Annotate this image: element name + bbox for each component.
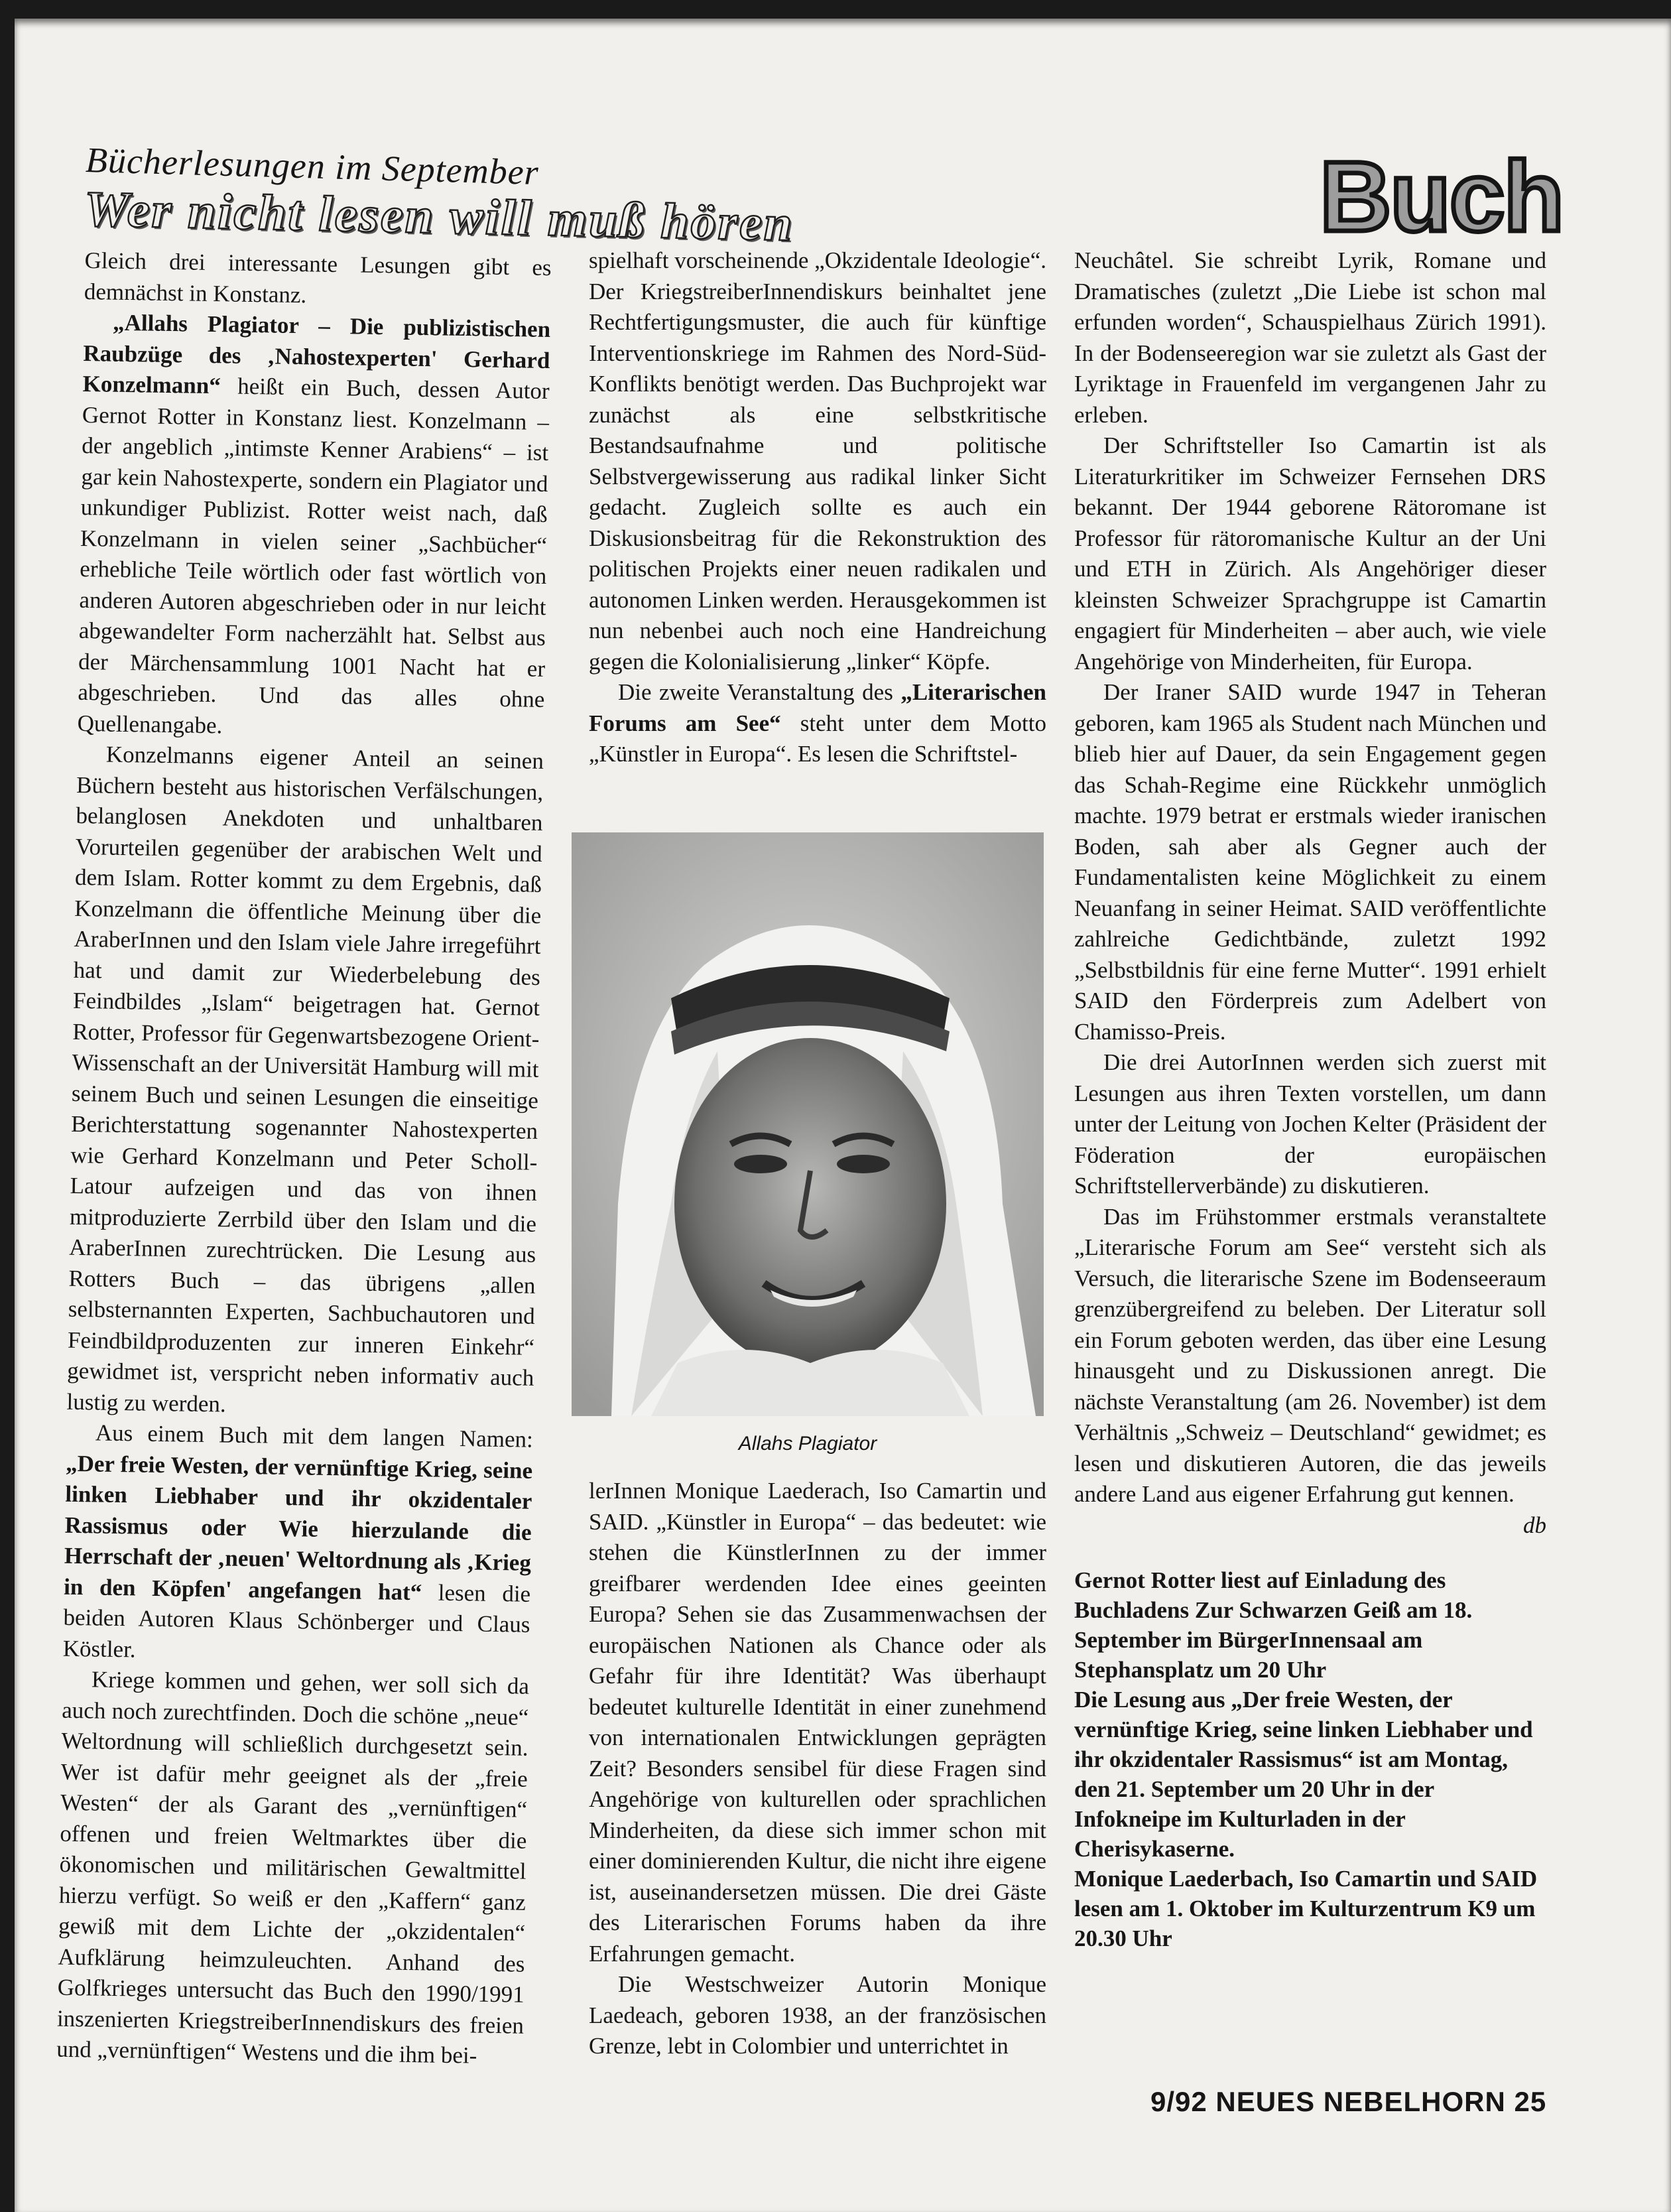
section-label: Buch [1320,141,1563,252]
paragraph: Gleich drei interessante Lesungen gibt es demnächst in Konstanz. [84,247,552,308]
event-info-item: Monique Laederbach, Iso Camartin und SAID lesen am 1. Oktober im Kulturzentrum K9 um 20.30 Uhr [1074,1866,1538,1951]
book-title: „Der freie Westen, der vernünftige Krieg, seine linken Liebhaber und ihr okzidentaler Rassismus oder Wie hierzulande die Herrschaft der ‚neuen' Weltordnung als ‚Krieg in den Köpfen' angefangen hat“ [63,1450,533,1605]
paragraph: lerInnen Monique Laederach, Iso Camartin und SAID. „Künstler in Europa“ – das bedeutet: wie stehen die KünstlerInnen zu der immer greifbarer werdenden Idee eines geeinten Europa? Sehen sie das Zusammenwachsen der europäischen Nationen als Chance oder als Gefahr für ihre Identität? Was überhaupt bedeutet kulturelle Identität in einer zunehmend von internationalen Entwicklungen geprägten Zeit? Besonders sensibel für diese Fragen sind Angehörige von kulturellen oder sprachlichen Minderheiten, da diese sich immer schon mit einer dominierenden Kultur, die nicht ihre eigene ist, auseinandersetzen müssen. Die drei Gäste des Literarischen Forums haben da ihre Erfahrungen gemacht. [589,1478,1046,1967]
portrait-photo [572,832,1044,1416]
portrait-illustration [572,832,1044,1416]
paragraph-text: steht unter dem Motto „Künstler in Europa“. Es lesen die Schriftstel- [589,710,1046,767]
paragraph: Kriege kommen und gehen, wer soll sich da auch noch zurechtfinden. Doch die schöne „neue“ Weltordnung will schließlich durchgesetzt sein. Wer ist dafür mehr geeignet als der „freie Westen“ der als Garant des „vernünftigen“ offenen und freien Weltmarktes über die ökonomischen und militärischen Gewaltmittel hierzu verfügt. So weiß er den „Kaffern“ ganz gewiß mit dem Lichte der „okzidentalen“ Aufklärung heimzuleuchten. Anhand des Golfkrieges untersucht das Buch den 1990/1991 inszenierten KriegstreiberInnendiskurs des freien und „vernünftigen“ Westens und die ihm bei- [56,1666,530,2069]
paragraph: Neuchâtel. Sie schreibt Lyrik, Romane und Dramatisches (zuletzt „Die Liebe ist schon mal erfunden worden“, Schauspielhaus Zürich 1991). In der Bodenseeregion war sie zuletzt als Gast der Lyriktage in Frauenfeld im vergangenen Jahr zu erleben. [1074,247,1546,428]
paragraph-text: Die zweite Veranstaltung des [618,679,901,705]
event-title: „Literarischen Forums am See“ [589,679,1046,736]
column-3 [1074,245,1546,1541]
paragraph: spielhaft vorscheinende „Okzidentale Ideologie“. Der KriegstreiberInnendiskurs beinhaltet jene Rechtfertigungsmuster, die auch für künftige Interventionskriege im Rahmen des Nord-Süd-Konflikts benötigt werden. Das Buchprojekt war zunächst als eine selbstkritische Bestandsaufnahme und politische Selbstvergewisserung aus radikal linker Sicht gedacht. Zugleich sollte es auch ein Diskusionsbeitrag für die Rekonstruktion des politischen Projekts einer neuen radikalen und autonomen Linken werden. Herausgekommen ist nun nebenbei auch noch eine Handreichung gegen die Kolonialisierung „linker“ Köpfe. [589,247,1046,675]
event-info-item: Gernot Rotter liest auf Einladung des Buchladens Zur Schwarzen Geiß am 18. September im BürgerInnensaal am Stephansplatz um 20 Uhr [1074,1567,1473,1683]
paragraph: Die Westschweizer Autorin Monique Laedeach, geboren 1938, an der französischen Grenze, lebt in Colombier und unterrichtet in [589,1971,1046,2059]
paragraph: Konzelmanns eigener Anteil an seinen Büchern besteht aus historischen Verfälschungen, belanglosen Anekdoten und unhaltbaren Vorurteilen gegenüber der arabischen Welt und dem Islam. Rotter kommt zu dem Ergebnis, daß Konzelmann die öffentliche Meinung über die AraberInnen und den Islam viele Jahre irregeführt hat und damit zur Wiederbelebung des Feindbildes „Islam“ beigetragen hat. Gernot Rotter, Professor für Gegenwartsbezogene Orient-Wissenschaft an der Universität Hamburg will mit seinem Buch und seinen Lesungen die einseitige Berichterstattung sogenannter Nahostexperten wie Gerhard Konzelmann und Peter Scholl-Latour aufzeigen und das von ihnen mitproduzierte Zerrbild über den Islam und die AraberInnen zurechtrücken. Die Lesung aus Rotters Buch – das übrigens „allen selbsternannten Experten, Sachbuchautoren und Feindbildproduzenten zur inneren Einkehr“ gewidmet ist, verspricht neben informativ auch lustig zu werden. [66,741,544,1417]
event-info-item: Die Lesung aus „Der freie Westen, der vernünftige Krieg, seine linken Liebhaber und ihr okzidentaler Rassismus“ ist am Montag, den 21. September um 20 Uhr in der Infokneipe im Kulturladen in der Cherisykaserne. [1074,1687,1533,1862]
event-info [1074,1565,1546,1953]
paragraph-text: Das im Frühstommer erstmals veranstaltete „Literarische Forum am See“ versteht sich als Versuch, die literarische Szene im Bodenseeraum grenzübergreifend zu beleben. Der Literatur soll ein Forum geboten werden, das über eine Lesung hinausgeht und zu Diskussionen anregt. Die nächste Veranstaltung (am 26. November) ist dem Verhältnis „Schweiz – Deutschland“ gewidmet; es lesen und diskutieren Autoren, die das jeweils andere Land aus eigener Erfahrung gut kennen. [1074,1203,1546,1507]
column-2-bottom [589,1476,1046,2062]
paragraph: Der Iraner SAID wurde 1947 in Teheran geboren, kam 1965 als Student nach München und blieb hier auf Dauer, da sein Engagement gegen das Schah-Regime eine Rückkehr unmöglich machte. 1979 betrat er erstmals wieder iranischen Boden, sah aber als Gegner auch der Fundamentalisten keine Möglichkeit zu einem Neuanfang in seiner Heimat. SAID veröffentlichte zahlreiche Gedichtbände, zuletzt 1992 „Selbstbildnis für eine ferne Mutter“. 1991 erhielt SAID den Förderpreis zum Adelbert von Chamisso-Preis. [1074,679,1546,1045]
article-headline: Wer nicht lesen will muß hören [84,180,795,252]
column-1 [56,245,552,2072]
paragraph: Die drei AutorInnen werden sich zuerst mit Lesungen aus ihren Texten vorstellen, um dann unter der Leitung von Jochen Kelter (Präsident der Föderation der europäischen Schriftstellerverbände) zu diskutieren. [1074,1049,1546,1199]
paragraph: Der Schriftsteller Iso Camartin ist als Literaturkritiker im Schweizer Fernsehen DRS bekannt. Der 1944 geborene Rätoromane ist Professor für rätoromanische Kultur an der Uni und ETH in Zürich. Als Angehöriger dieser kleinsten Schweizer Sprachgruppe ist Camartin engagiert für Minderheiten – aber auch, wie viele Angehörige von Minderheiten, für Europa. [1074,432,1546,675]
photo-caption: Allahs Plagiator [738,1433,877,1455]
paragraph [1074,1202,1546,1538]
paragraph-text: lesen die beiden Autoren Klaus Schönberger und Claus Köstler. [62,1579,531,1662]
paragraph-text: Aus einem Buch mit dem langen Namen: [95,1419,534,1453]
book-title: „Allahs Plagiator – Die publizistischen Raubzüge des ‚Nahostexperten' Gerhard Konzelmann“ [82,309,551,399]
page-folio: 9/92 NEUES NEBELHORN 25 [1150,2086,1547,2117]
paragraph [77,307,550,746]
paragraph [589,677,1046,770]
article-kicker: Bücherlesungen im September [85,139,540,193]
author-signature: db [1523,1512,1546,1538]
paragraph-text: heißt ein Buch, dessen Autor Gernot Rotter in Konstanz liest. Konzelmann – der angeblich „intimste Kenner Arabiens“ – ist gar kein Nahostexperte, sondern ein Plagiator und unkundiger Publizist. Rotter weist nach, daß Konzelmann in vielen seiner „Sachbücher“ erhebliche Teile wörtlich oder fast wörtlich von anderen Autoren abgeschrieben oder in nur leicht abgewandelter Form nacherzählt hat. Selbst aus der Märchensammlung 1001 Nacht hat er abgeschrieben. Und das alles ohne Quellenangabe. [77,373,550,738]
column-2-top [589,245,1046,770]
paragraph [62,1417,533,1671]
